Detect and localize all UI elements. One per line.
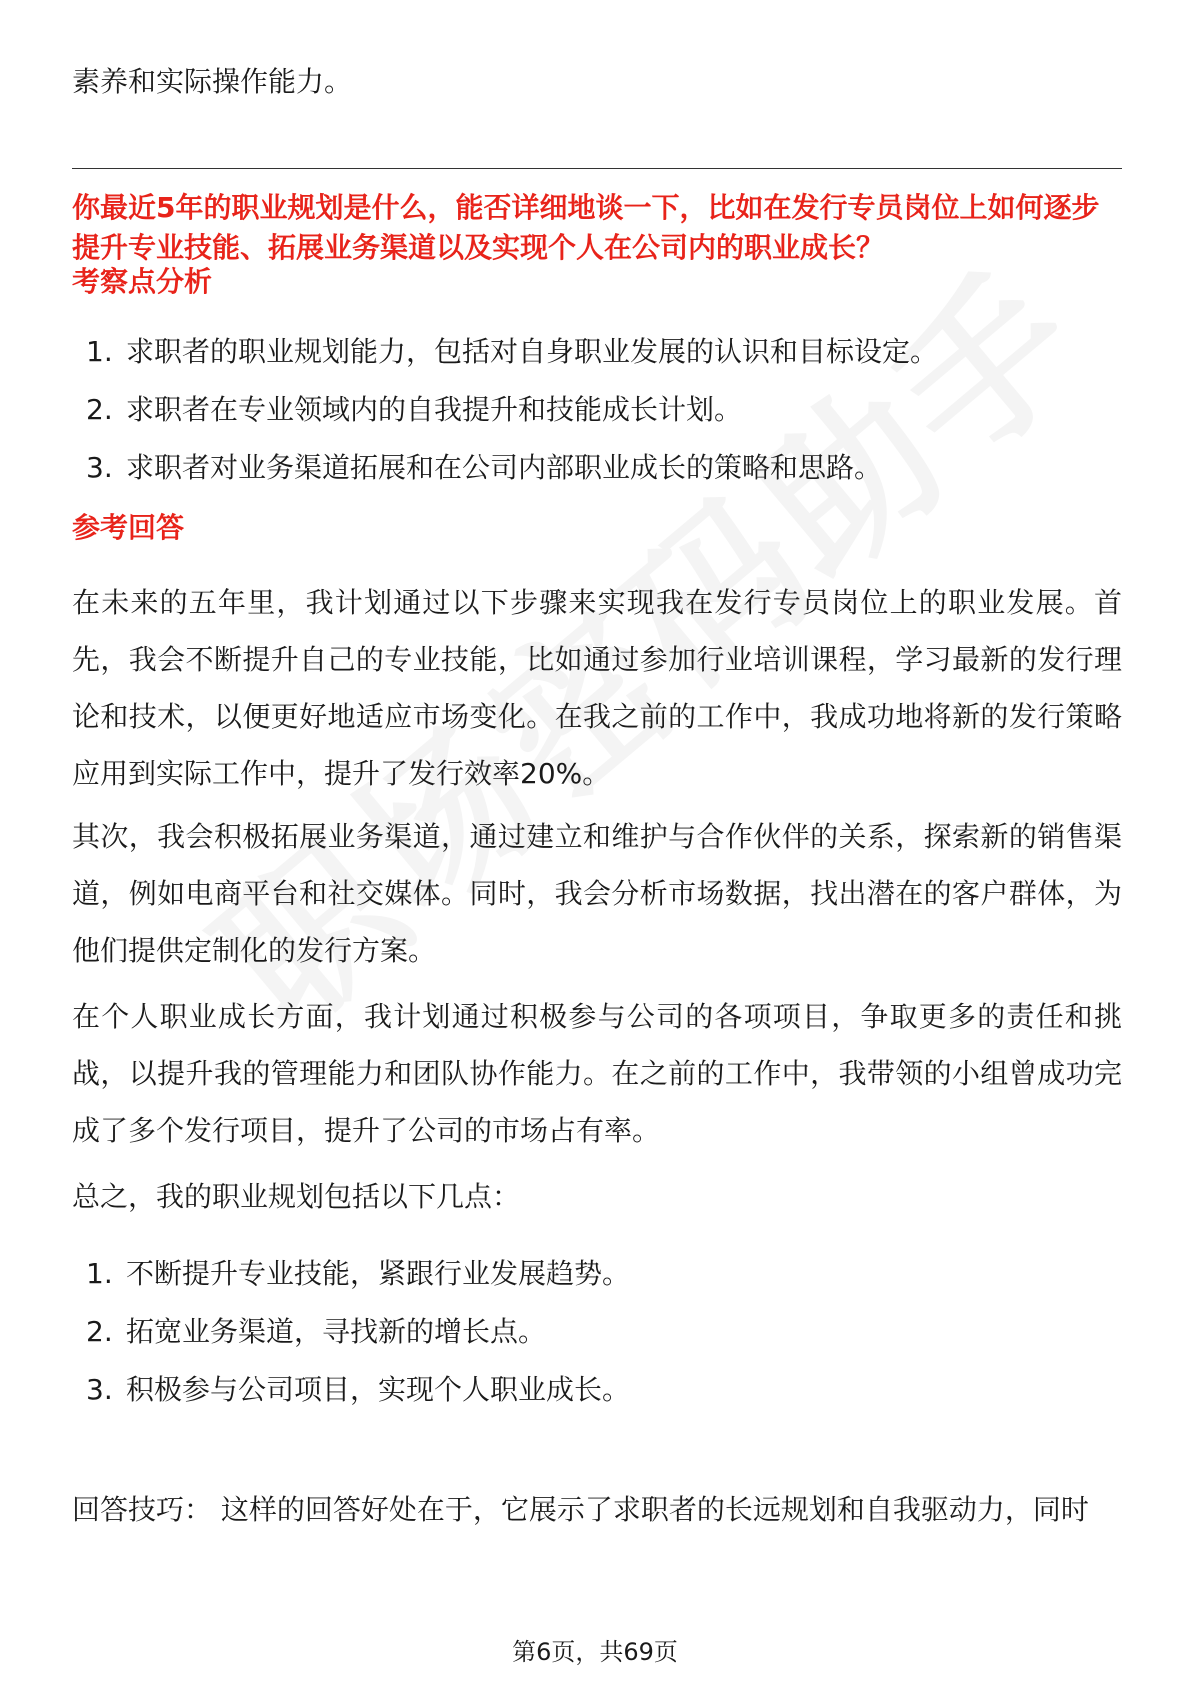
list-number: 2. [86,1315,113,1348]
section-divider [72,168,1122,169]
list-item [86,390,938,430]
list-number: 3. [86,451,113,484]
list-item [86,1254,630,1294]
summary-list [86,1254,630,1428]
list-item [86,448,938,488]
list-item [86,1312,630,1352]
answer-paragraph [72,574,1122,802]
list-text: 求职者的职业规划能力，包括对自身职业发展的认识和目标设定。 [126,335,939,368]
tips-text: 回答技巧： 这样的回答好处在于，它展示了求职者的长远规划和自我驱动力，同时 [72,1493,1089,1526]
paragraph-text: 在个人职业成长方面，我计划通过积极参与公司的各项项目，争取更多的责任和挑战，以提升我的管理能力和团队协作能力。在之前的工作中，我带领的小组曾成功完成了多个发行项目，提升了公司的市场占有率。 [72,1000,1122,1147]
answer-tips [72,1481,1122,1538]
question-heading: 你最近5年的职业规划是什么，能否详细地谈一下，比如在发行专员岗位上如何逐步提升专业技能、拓展业务渠道以及实现个人在公司内的职业成长？ [72,191,1100,264]
answer-paragraph [72,988,1122,1159]
paragraph-text: 在未来的五年里，我计划通过以下步骤来实现我在发行专员岗位上的职业发展。首先，我会不断提升自己的专业技能，比如通过参加行业培训课程，学习最新的发行理论和技术，以便更好地适应市场变化。在我之前的工作中，我成功地将新的发行策略应用到实际工作中，提升了发行效率20%。 [72,586,1122,790]
list-number: 3. [86,1373,113,1406]
analysis-list [86,332,938,506]
list-item [86,1370,630,1410]
continuation-text: 素养和实际操作能力。 [72,65,353,98]
list-text: 求职者对业务渠道拓展和在公司内部职业成长的策略和思路。 [126,451,883,484]
list-text: 积极参与公司项目，实现个人职业成长。 [126,1373,631,1406]
answer-paragraph [72,808,1122,979]
paragraph-text: 其次，我会积极拓展业务渠道，通过建立和维护与合作伙伴的关系，探索新的销售渠道，例如电商平台和社交媒体。同时，我会分析市场数据，找出潜在的客户群体，为他们提供定制化的发行方案。 [72,820,1122,967]
list-text: 求职者在专业领域内的自我提升和技能成长计划。 [126,393,743,426]
list-number: 1. [86,1257,113,1290]
list-item [86,332,938,372]
list-number: 2. [86,393,113,426]
answer-title: 参考回答 [72,511,185,544]
page-number: 第6页，共69页 [512,1638,678,1666]
list-text: 拓宽业务渠道，寻找新的增长点。 [126,1315,547,1348]
list-number: 1. [86,335,113,368]
answer-paragraph [72,1168,1122,1225]
paragraph-text: 总之，我的职业规划包括以下几点： [72,1180,521,1213]
analysis-title: 考察点分析 [72,265,213,298]
list-text: 不断提升专业技能，紧跟行业发展趋势。 [126,1257,631,1290]
